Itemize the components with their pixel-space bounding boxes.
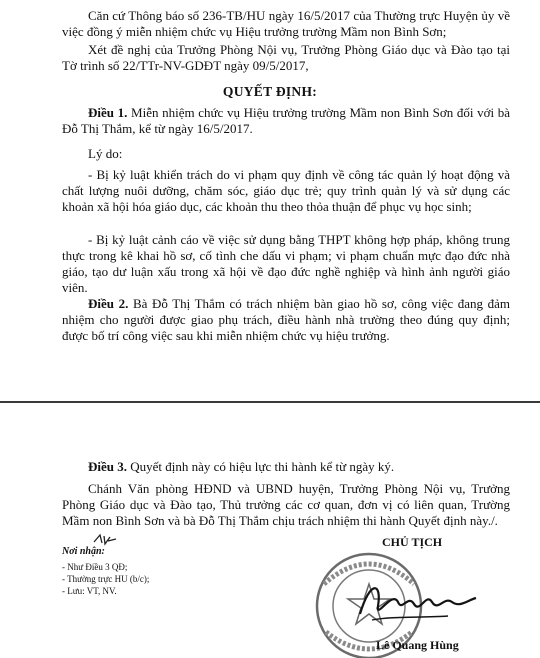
recipients-title: Nơi nhận: [62,546,105,557]
decision-title: QUYẾT ĐỊNH: [222,84,318,99]
article-3-responsibility: Chánh Văn phòng HĐND và UBND huyện, Trưởng Phòng Nội vụ, Trưởng Phòng Giáo dục và Đào tạo, Thủ trưởng các cơ quan, đơn vị có liên quan, Trường Mầm non Bình Sơn và bà Đỗ Thị Thắm chịu trách nhiệm thi hành Quyết định này./. [62,481,510,528]
handwritten-signature-icon [352,572,482,632]
article-1 [62,105,510,137]
preamble-basis: Căn cứ Thông báo số 236-TB/HU ngày 16/5/2017 của Thường trực Huyện ủy về việc đồng ý miễn nhiệm chức vụ Hiệu trưởng trường Mầm non Bình Sơn; [62,8,510,39]
article-2 [62,296,510,344]
reason-label: Lý do: [88,146,123,161]
signature-title: CHỦ TỊCH [382,535,443,549]
reason-reprimand: - Bị kỷ luật khiển trách do vi phạm quy định về công tác quản lý hoạt động và chất lượng nuôi dưỡng, chăm sóc, giáo dục trẻ; quy trình quản lý và sử dụng các khoản xã hội hóa giáo dục, các khoản thu theo thỏa thuận để phục vụ học sinh; [62,167,510,214]
article-1-label: Điều 1. [88,105,128,120]
article-3 [62,459,510,475]
page-break-divider [0,401,540,403]
reason-warning: - Bị kỷ luật cảnh cáo về việc sử dụng bằng THPT không hợp pháp, không trung thực trong kê khai hồ sơ, cố tình che dấu vi phạm; vi phạm chuẩn mực đạo đức nhà giáo, tạo dư luận xấu trong xã hội về đạo đức nghề nghiệp và hình ảnh người giáo viên. [62,232,510,295]
recipient-item: - Thường trực HU (b/c); [62,574,150,584]
preamble-proposal: Xét đề nghị của Trưởng Phòng Nội vụ, Trưởng Phòng Giáo dục và Đào tạo tại Tờ trình số 22/TTr-NV-GDĐT ngày 09/5/2017, [62,42,510,73]
article-2-label: Điều 2. [88,296,129,311]
signer-name: Lê Quang Hùng [376,638,459,652]
article-3-label: Điều 3. [88,459,127,474]
article-3-text: Quyết định này có hiệu lực thi hành kể từ ngày ký. [130,459,395,474]
article-2-text: Bà Đỗ Thị Thắm có trách nhiệm bàn giao hồ sơ, công việc đang đảm nhiệm cho người được giao phụ trách, điều hành nhà trường theo đúng quy định; được bố trí công việc sau khi miễn nhiệm chức vụ hiệu trưởng. [62,296,511,343]
initials-mark-icon [92,532,118,546]
article-1-text: Miễn nhiệm chức vụ Hiệu trưởng trường Mầm non Bình Sơn đối với bà Đỗ Thị Thắm, kể từ ngày 16/5/2017. [62,105,511,136]
recipient-item: - Như Điều 3 QĐ; [62,562,128,572]
recipient-item: - Lưu: VT, NV. [62,586,117,596]
